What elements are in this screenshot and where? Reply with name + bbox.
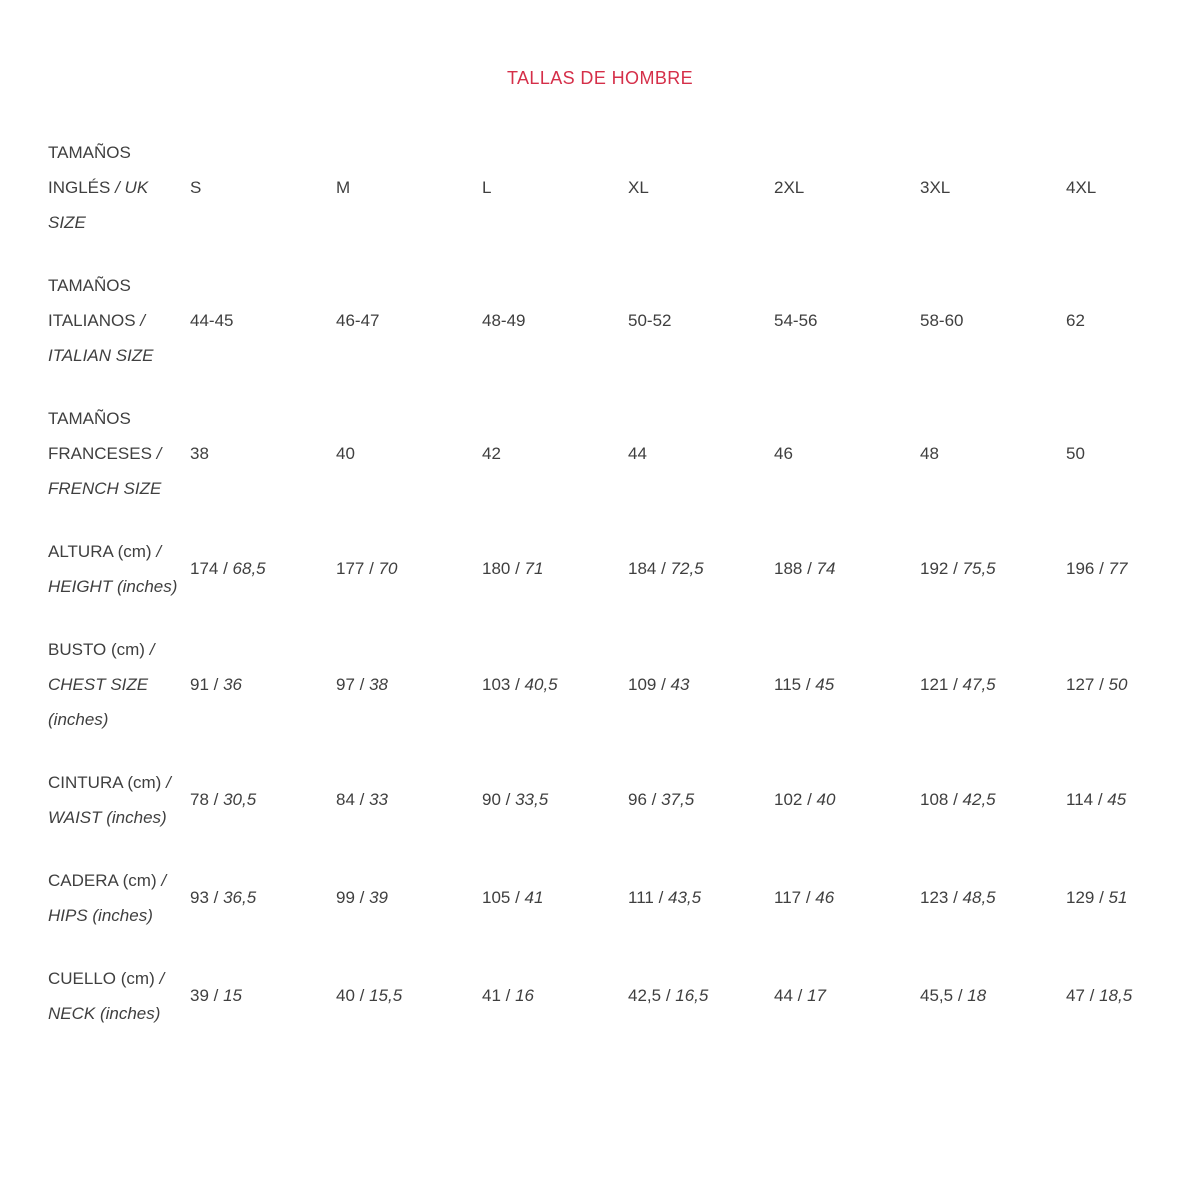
row-label (48, 534, 190, 604)
row-label (48, 401, 190, 506)
value-separator: / (354, 986, 370, 1005)
value-separator: / (354, 674, 370, 694)
size-value-text: 3XL (920, 177, 951, 197)
value-separator: / (510, 559, 525, 578)
row-label-spanish: TAMAÑOS ITALIANOS (48, 276, 136, 330)
size-value (190, 887, 336, 909)
size-value (920, 443, 1066, 465)
size-value-text: XL (628, 177, 649, 197)
size-value-text: 58-60 (920, 310, 964, 330)
size-value-text: 46-47 (336, 310, 380, 330)
size-value-cm: 97 (336, 674, 355, 694)
row-label-english: / HEIGHT (inches) (48, 542, 178, 596)
size-value-cm: 45,5 (920, 986, 954, 1005)
size-value-cm: 111 (628, 888, 654, 907)
size-value-cm: 42,5 (628, 986, 662, 1005)
size-value-inches: 37,5 (661, 790, 695, 809)
size-table (48, 135, 1200, 1031)
row-label-spanish: CUELLO (cm) (48, 969, 155, 988)
size-value-inches: 70 (378, 559, 398, 578)
size-value-inches: 71 (524, 559, 544, 578)
size-value (190, 310, 336, 332)
size-value-inches: 33,5 (515, 790, 549, 809)
size-value (482, 177, 628, 199)
size-value (1066, 558, 1200, 580)
size-value (628, 177, 774, 199)
size-value-text: 44 (628, 443, 647, 463)
size-value-cm: 127 (1066, 674, 1095, 694)
size-value-cm: 96 (628, 790, 647, 809)
size-value (1066, 887, 1200, 909)
size-value (482, 558, 628, 580)
size-value (1066, 443, 1200, 465)
value-separator: / (802, 559, 817, 578)
size-value-cm: 93 (190, 888, 209, 907)
size-value-cm: 40 (336, 986, 355, 1005)
value-separator: / (948, 888, 963, 907)
size-value-text: 54-56 (774, 310, 818, 330)
size-value (190, 177, 336, 199)
size-value-inches: 43 (670, 674, 690, 694)
size-value-inches: 47,5 (962, 674, 996, 694)
size-value (190, 443, 336, 465)
row-label-spanish: CINTURA (cm) (48, 773, 162, 792)
value-separator: / (948, 559, 963, 578)
size-value (920, 674, 1066, 696)
size-value (628, 674, 774, 696)
value-separator: / (364, 559, 379, 578)
size-value (482, 443, 628, 465)
value-separator: / (1093, 790, 1108, 809)
size-value-inches: 50 (1108, 674, 1128, 694)
size-value-inches: 46 (815, 888, 835, 907)
value-separator: / (656, 559, 671, 578)
size-value (628, 443, 774, 465)
size-value (190, 789, 336, 811)
table-row (48, 268, 1200, 373)
size-value (774, 985, 920, 1007)
size-value (482, 985, 628, 1007)
value-separator: / (661, 986, 676, 1005)
size-value-inches: 36,5 (223, 888, 257, 907)
size-value-text: 40 (336, 443, 355, 463)
size-value (1066, 310, 1200, 332)
row-label (48, 765, 190, 835)
value-separator: / (1094, 888, 1109, 907)
size-value-inches: 77 (1108, 559, 1128, 578)
value-separator: / (218, 559, 233, 578)
size-value-cm: 78 (190, 790, 209, 809)
row-label (48, 863, 190, 933)
size-value (1066, 177, 1200, 199)
row-label-english: / FRENCH SIZE (48, 444, 162, 498)
value-separator: / (802, 790, 817, 809)
row-label-english: / NECK (inches) (48, 969, 165, 1023)
row-label-english: / CHEST SIZE (inches) (48, 640, 155, 729)
size-value (336, 674, 482, 696)
size-value (1066, 789, 1200, 811)
value-separator: / (208, 986, 224, 1005)
size-value-cm: 84 (336, 790, 355, 809)
size-value (336, 177, 482, 199)
size-value (190, 558, 336, 580)
size-value (628, 985, 774, 1007)
size-value (774, 789, 920, 811)
table-row (48, 135, 1200, 240)
size-value-inches: 45 (1107, 790, 1127, 809)
size-value (336, 558, 482, 580)
value-separator: / (510, 674, 525, 694)
size-value (1066, 985, 1200, 1007)
size-value-inches: 51 (1108, 888, 1128, 907)
row-label (48, 961, 190, 1031)
value-separator: / (1094, 674, 1109, 694)
size-value-cm: 180 (482, 559, 511, 578)
table-row (48, 401, 1200, 506)
value-separator: / (646, 790, 662, 809)
size-value-inches: 42,5 (962, 790, 996, 809)
row-label-spanish: TAMAÑOS FRANCESES (48, 409, 152, 463)
table-row (48, 863, 1200, 933)
value-separator: / (653, 888, 669, 907)
size-value-inches: 72,5 (670, 559, 704, 578)
value-separator: / (500, 986, 516, 1005)
size-value-inches: 15,5 (369, 986, 403, 1005)
row-label (48, 268, 190, 373)
size-value-text: 50-52 (628, 310, 672, 330)
size-value-cm: 192 (920, 559, 949, 578)
size-value (482, 887, 628, 909)
size-value-cm: 121 (920, 674, 949, 694)
size-value (920, 177, 1066, 199)
value-separator: / (354, 790, 370, 809)
table-row (48, 534, 1200, 604)
size-value (920, 985, 1066, 1007)
size-value (920, 558, 1066, 580)
size-value-inches: 16 (515, 986, 535, 1005)
row-label-spanish: CADERA (cm) (48, 871, 157, 890)
size-value-text: L (482, 177, 492, 197)
size-value (774, 887, 920, 909)
size-value (482, 789, 628, 811)
size-value-inches: 41 (524, 888, 544, 907)
size-value (336, 887, 482, 909)
size-value-text: 4XL (1066, 177, 1097, 197)
size-value-text: M (336, 177, 351, 197)
size-value-cm: 123 (920, 888, 949, 907)
size-value (920, 789, 1066, 811)
size-value-cm: 90 (482, 790, 501, 809)
value-separator: / (208, 790, 224, 809)
row-label-english: / WAIST (inches) (48, 773, 171, 827)
size-value-inches: 75,5 (962, 559, 996, 578)
size-value-text: 2XL (774, 177, 805, 197)
size-value-cm: 103 (482, 674, 511, 694)
size-value-text: 42 (482, 443, 501, 463)
size-value-cm: 91 (190, 674, 209, 694)
size-value-inches: 74 (816, 559, 836, 578)
size-value (920, 887, 1066, 909)
size-value-cm: 188 (774, 559, 803, 578)
size-value-inches: 17 (807, 986, 827, 1005)
size-value-cm: 108 (920, 790, 949, 809)
size-value-inches: 18 (967, 986, 987, 1005)
size-value (336, 443, 482, 465)
value-separator: / (510, 888, 525, 907)
size-value (628, 789, 774, 811)
size-value-inches: 30,5 (223, 790, 257, 809)
value-separator: / (801, 674, 816, 694)
value-separator: / (953, 986, 968, 1005)
value-separator: / (792, 986, 808, 1005)
row-label-english: / ITALIAN SIZE (48, 311, 154, 365)
size-value-inches: 36 (223, 674, 243, 694)
row-label-spanish: BUSTO (cm) (48, 640, 145, 659)
row-label-english: / HIPS (inches) (48, 871, 167, 925)
size-value-text: 50 (1066, 443, 1085, 463)
size-value (336, 985, 482, 1007)
value-separator: / (1084, 986, 1100, 1005)
size-value-cm: 39 (190, 986, 209, 1005)
value-separator: / (500, 790, 516, 809)
size-value-inches: 33 (369, 790, 389, 809)
value-separator: / (948, 674, 963, 694)
page-title: TALLAS DE HOMBRE (506, 68, 694, 88)
size-value-text: 46 (774, 443, 793, 463)
size-value-cm: 114 (1066, 790, 1094, 809)
size-value-inches: 48,5 (962, 888, 996, 907)
value-separator: / (208, 888, 224, 907)
table-row (48, 961, 1200, 1031)
size-value-cm: 174 (190, 559, 219, 578)
size-value-cm: 99 (336, 888, 355, 907)
size-value-inches: 43,5 (668, 888, 702, 907)
size-value-text: S (190, 177, 202, 197)
size-value (482, 310, 628, 332)
value-separator: / (656, 674, 671, 694)
size-value-inches: 18,5 (1099, 986, 1133, 1005)
row-label (48, 135, 190, 240)
size-value (190, 985, 336, 1007)
size-value (628, 558, 774, 580)
value-separator: / (801, 888, 816, 907)
row-label-spanish: ALTURA (cm) (48, 542, 152, 561)
size-value-cm: 102 (774, 790, 803, 809)
size-value (190, 674, 336, 696)
size-value-text: 48 (920, 443, 939, 463)
size-value-cm: 47 (1066, 986, 1085, 1005)
size-value-text: 44-45 (190, 310, 234, 330)
size-value-text: 62 (1066, 310, 1085, 330)
size-value-inches: 40,5 (524, 674, 558, 694)
size-value-cm: 184 (628, 559, 657, 578)
size-value-cm: 41 (482, 986, 501, 1005)
size-value (774, 674, 920, 696)
table-row (48, 765, 1200, 835)
size-value (336, 310, 482, 332)
size-value (628, 310, 774, 332)
row-label-english: / UK SIZE (48, 178, 149, 232)
size-value-inches: 68,5 (232, 559, 266, 578)
size-value-cm: 44 (774, 986, 793, 1005)
value-separator: / (208, 674, 224, 694)
size-value-inches: 40 (816, 790, 836, 809)
row-label (48, 632, 190, 737)
table-row (48, 632, 1200, 737)
row-label-spanish: TAMAÑOS INGLÉS (48, 143, 131, 197)
size-value-cm: 129 (1066, 888, 1095, 907)
size-value-inches: 39 (369, 888, 389, 907)
size-value (774, 177, 920, 199)
size-value-cm: 196 (1066, 559, 1095, 578)
size-value-inches: 45 (815, 674, 835, 694)
size-value-cm: 105 (482, 888, 511, 907)
size-value-cm: 109 (628, 674, 657, 694)
size-value (336, 789, 482, 811)
value-separator: / (354, 888, 370, 907)
size-value-inches: 38 (369, 674, 389, 694)
size-value (482, 674, 628, 696)
size-value-text: 48-49 (482, 310, 526, 330)
size-value (774, 558, 920, 580)
value-separator: / (948, 790, 963, 809)
size-value-cm: 177 (336, 559, 365, 578)
size-value (774, 310, 920, 332)
size-value-cm: 115 (774, 674, 802, 694)
size-value (1066, 674, 1200, 696)
size-value-inches: 16,5 (675, 986, 709, 1005)
size-value-text: 38 (190, 443, 209, 463)
size-value (920, 310, 1066, 332)
size-value (628, 887, 774, 909)
size-value-cm: 117 (774, 888, 802, 907)
size-value-inches: 15 (223, 986, 243, 1005)
size-value (774, 443, 920, 465)
value-separator: / (1094, 559, 1109, 578)
